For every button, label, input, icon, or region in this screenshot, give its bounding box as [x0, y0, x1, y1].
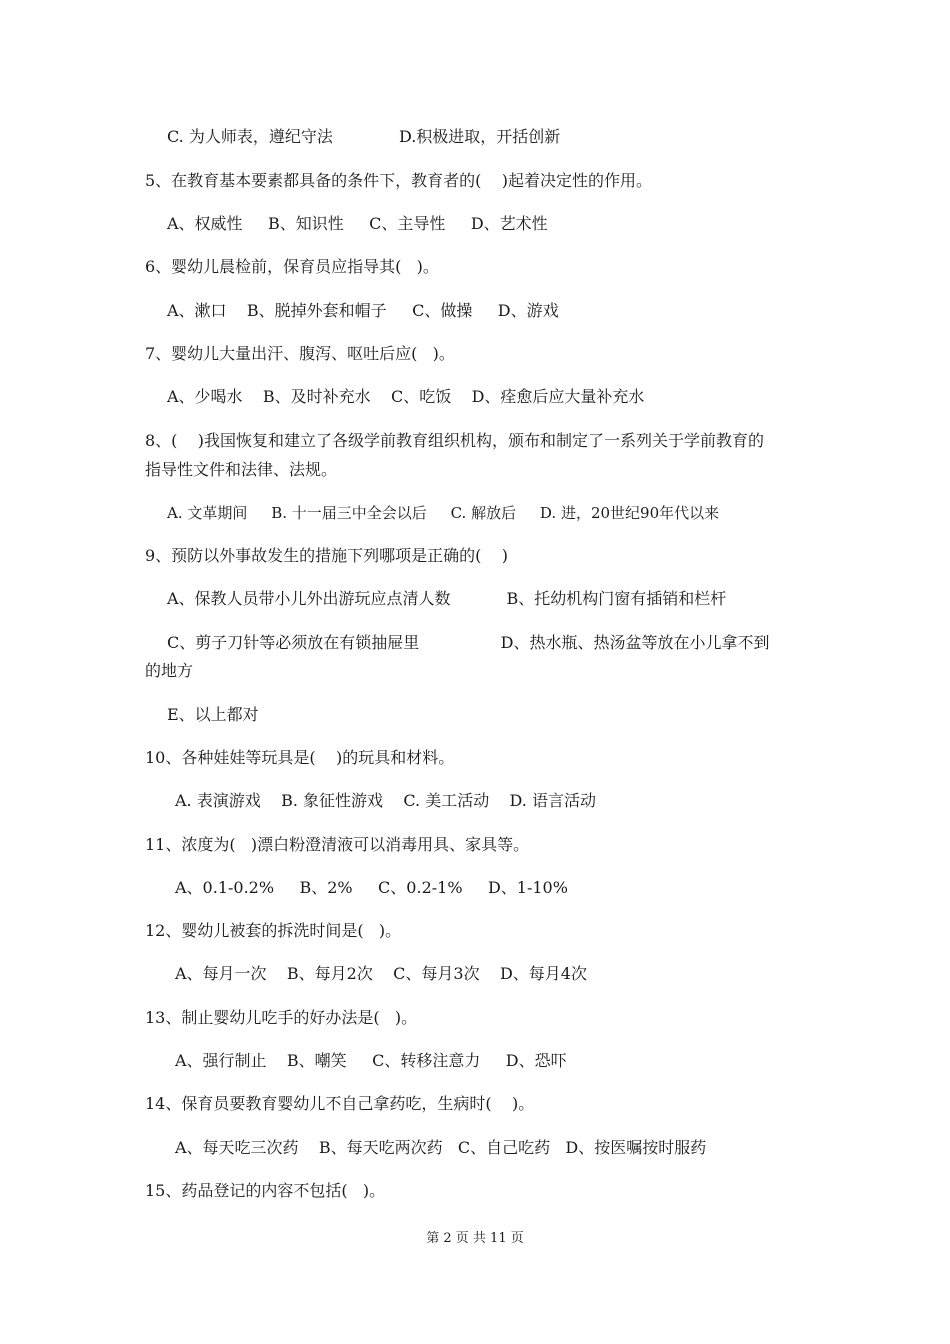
option-line: A、权威性 B、知识性 C、主导性 D、艺术性: [167, 214, 548, 233]
page-number-footer: 第 2 页 共 11 页: [426, 1231, 524, 1246]
question-line: 15、药品登记的内容不包括( )。: [145, 1181, 386, 1200]
option-line: A. 表演游戏 B. 象征性游戏 C. 美工活动 D. 语言活动: [175, 791, 596, 810]
question-line: 11、浓度为( )漂白粉澄清液可以消毒用具、家具等。: [145, 835, 530, 854]
question-line: 5、在教育基本要素都具备的条件下，教育者的( )起着决定性的作用。: [145, 171, 653, 190]
option-line: A、漱口 B、脱掉外套和帽子 C、做操 D、游戏: [167, 301, 559, 320]
question-line: 12、婴幼儿被套的拆洗时间是( )。: [145, 921, 402, 940]
option-line: A、每天吃三次药 B、每天吃两次药 C、自己吃药 D、按医嘱按时服药: [175, 1138, 707, 1157]
question-line: 8、( )我国恢复和建立了各级学前教育组织机构，颁布和制定了一系列关于学前教育的: [145, 431, 765, 450]
question-line: 10、各种娃娃等玩具是( )的玩具和材料。: [145, 748, 455, 767]
question-line: 13、制止婴幼儿吃手的好办法是( )。: [145, 1008, 418, 1027]
question-line: 9、预防以外事故发生的措施下列哪项是正确的( ): [145, 546, 509, 565]
option-line: 的地方: [145, 661, 194, 680]
option-line: C、剪子刀针等必须放在有锁抽屉里 D、热水瓶、热汤盆等放在小儿拿不到: [167, 633, 770, 652]
option-line: A、0.1-0.2% B、2% C、0.2-1% D、1-10%: [175, 878, 568, 897]
question-line: 指导性文件和法律、法规。: [145, 460, 338, 479]
question-line: 14、保育员要教育婴幼儿不自己拿药吃，生病时( )。: [145, 1094, 535, 1113]
question-line: 6、婴幼儿晨检前，保育员应指导其( )。: [145, 257, 439, 276]
option-line: A、保教人员带小儿外出游玩应点清人数 B、托幼机构门窗有插销和栏杆: [167, 589, 727, 608]
option-line: A. 文革期间 B. 十一届三中全会以后 C. 解放后 D. 进，20世纪90年代以来: [167, 504, 720, 522]
question-line: 7、婴幼儿大量出汗、腹泻、呕吐后应( )。: [145, 344, 455, 363]
option-line: A、每月一次 B、每月2次 C、每月3次 D、每月4次: [175, 964, 587, 983]
option-line: C. 为人师表，遵纪守法 D.积极进取，开括创新: [167, 127, 561, 146]
option-line: E、以上都对: [167, 705, 259, 724]
option-line: A、少喝水 B、及时补充水 C、吃饭 D、痊愈后应大量补充水: [167, 387, 645, 406]
option-line: A、强行制止 B、嘲笑 C、转移注意力 D、恐吓: [175, 1051, 567, 1070]
